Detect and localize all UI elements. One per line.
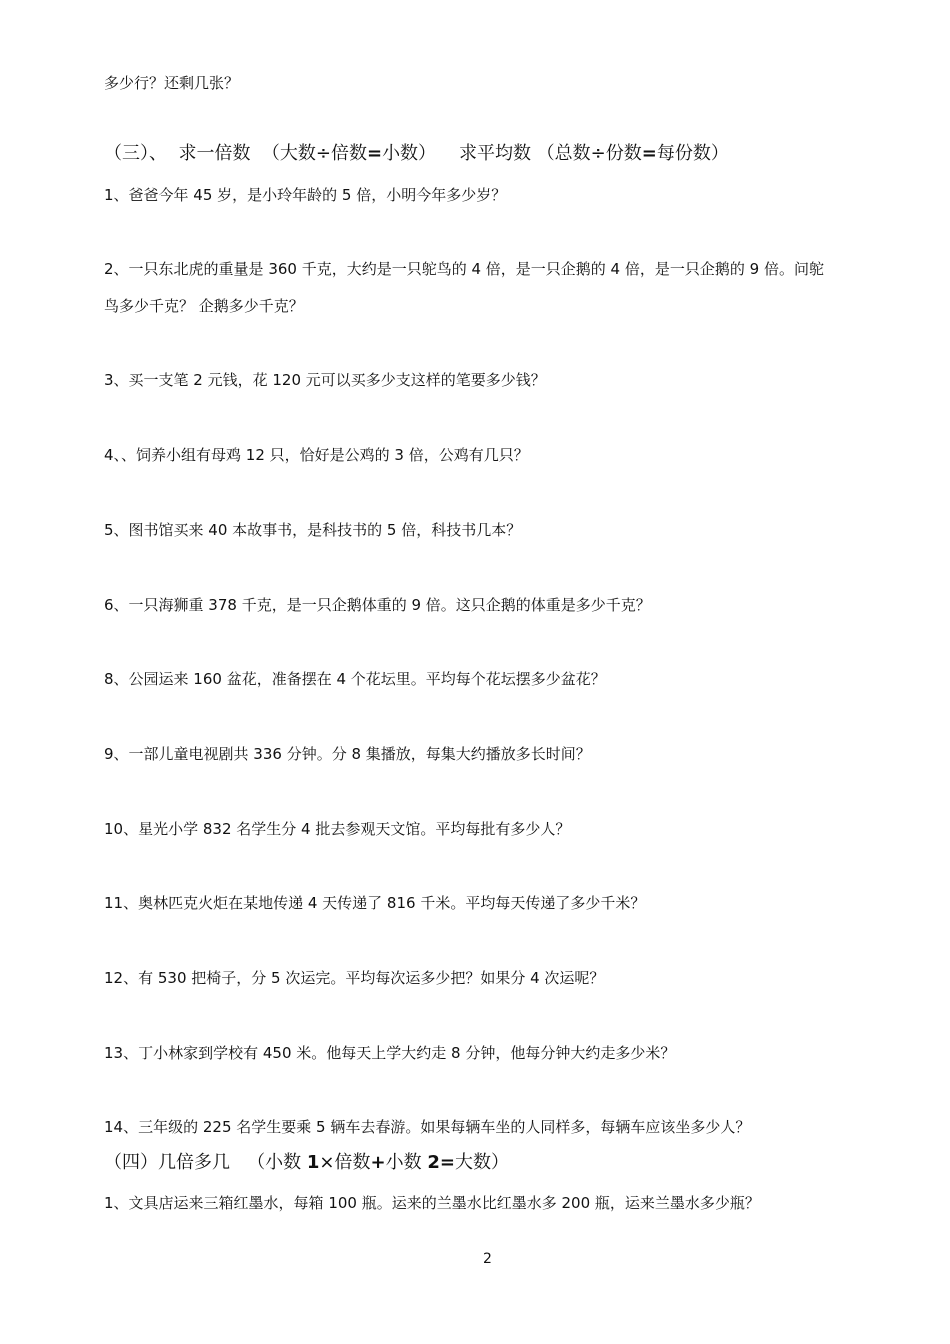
question-item: 13、丁小林家到学校有 450 米。他每天上学大约走 8 分钟，他每分钟大约走多少米？ bbox=[104, 1044, 676, 1062]
question-item: 10、星光小学 832 名学生分 4 批去参观天文馆。平均每批有多少人？ bbox=[104, 820, 571, 838]
section-3-heading-bold-1: = bbox=[366, 143, 383, 164]
continuation-text: 多少行？还剩几张？ bbox=[104, 74, 240, 92]
section-3-heading-mid: 小数） 求平均数 （总数÷份数 bbox=[382, 143, 642, 164]
question-item: 5、图书馆买来 40 本故事书，是科技书的 5 倍，科技书几本？ bbox=[104, 521, 522, 539]
section-4-heading-mid-1: ×倍数 bbox=[319, 1152, 371, 1173]
section-4-heading bbox=[104, 1151, 509, 1175]
page-number: 2 bbox=[483, 1251, 492, 1267]
section-4-heading-bold-3: 2= bbox=[427, 1152, 455, 1173]
section-3-heading bbox=[104, 142, 729, 166]
question-item: 9、一部儿童电视剧共 336 分钟。分 8 集播放，每集大约播放多长时间？ bbox=[104, 745, 591, 763]
section-3-heading-prefix: （三）、 求一倍数 （大数÷倍数 bbox=[104, 143, 367, 164]
section-4-heading-mid-2: 小数 bbox=[385, 1152, 428, 1173]
question-item: 3、买一支笔 2 元钱，花 120 元可以买多少支这样的笔要多少钱？ bbox=[104, 371, 546, 389]
question-item: 14、三年级的 225 名学生要乘 5 辆车去春游。如果每辆车坐的人同样多，每辆车应该坐多少人？ bbox=[104, 1118, 751, 1136]
section-3-heading-suffix: 每份数） bbox=[656, 143, 729, 164]
question-item: 8、公园运来 160 盆花，准备摆在 4 个花坛里。平均每个花坛摆多少盆花？ bbox=[104, 670, 606, 688]
section-4-heading-prefix: （四）几倍多几 （小数 bbox=[104, 1152, 307, 1173]
question-item: 2、一只东北虎的重量是 360 千克，大约是一只鸵鸟的 4 倍，是一只企鹅的 4 倍，是一只企鹅的 9 倍。问鸵 bbox=[104, 260, 824, 278]
section-4-heading-bold-1: 1 bbox=[306, 1152, 320, 1173]
question-item: 6、一只海狮重 378 千克，是一只企鹅体重的 9 倍。这只企鹅的体重是多少千克？ bbox=[104, 596, 651, 614]
question-item: 11、奥林匹克火炬在某地传递 4 天传递了 816 千米。平均每天传递了多少千米？ bbox=[104, 894, 646, 912]
question-item: 1、文具店运来三箱红墨水，每箱 100 瓶。运来的兰墨水比红墨水多 200 瓶，运来兰墨水多少瓶？ bbox=[104, 1194, 760, 1212]
question-item: 1、爸爸今年 45 岁，是小玲年龄的 5 倍，小明今年多少岁？ bbox=[104, 186, 507, 204]
section-4-heading-suffix: 大数） bbox=[454, 1152, 509, 1173]
section-3-heading-bold-2: = bbox=[641, 143, 657, 164]
section-4-heading-bold-2: + bbox=[370, 1152, 386, 1173]
question-item: 12、有 530 把椅子，分 5 次运完。平均每次运多少把？如果分 4 次运呢？ bbox=[104, 969, 605, 987]
question-item: 4、、饲养小组有母鸡 12 只，恰好是公鸡的 3 倍，公鸡有几只？ bbox=[104, 446, 529, 464]
question-item-continuation: 鸟多少千克？ 企鹅多少千克？ bbox=[104, 297, 304, 315]
